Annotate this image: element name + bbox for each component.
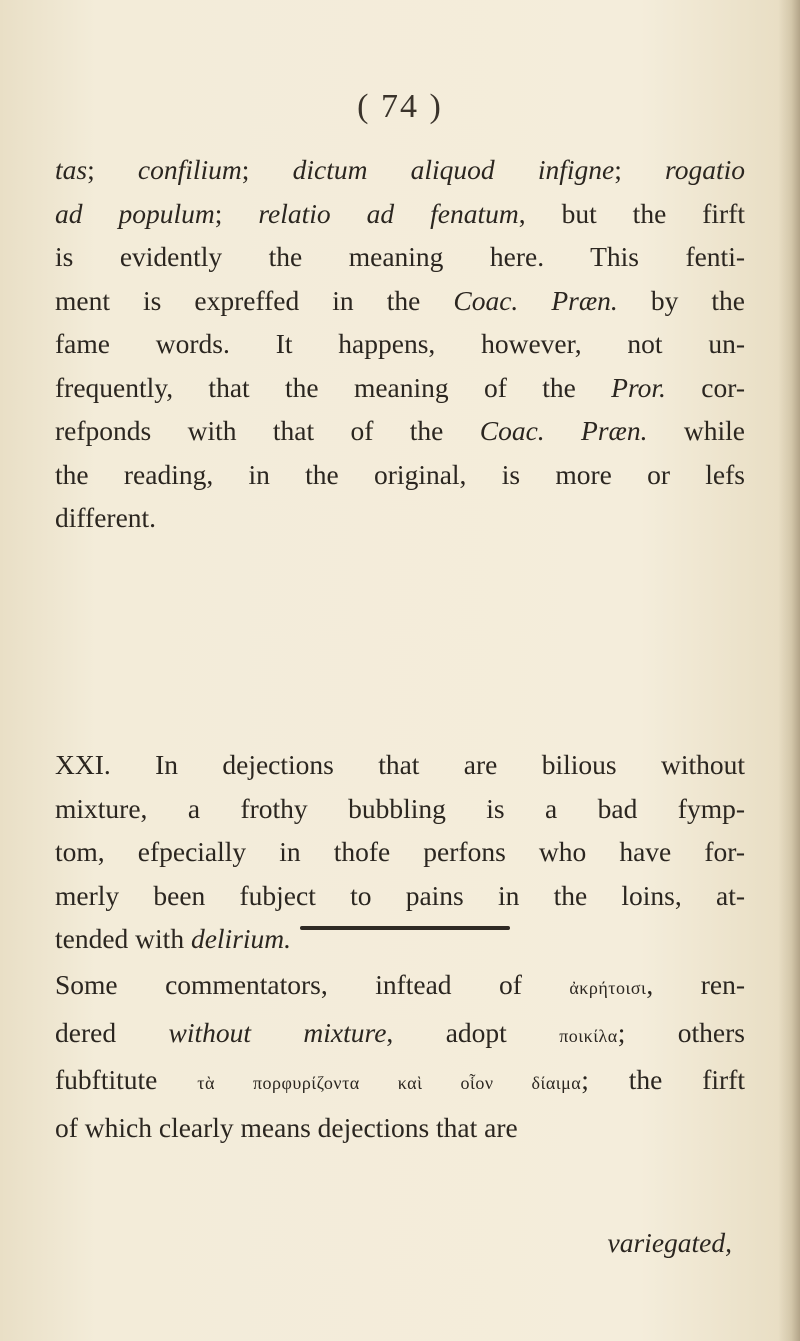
text-run: fame words. It happens, however, not un- <box>55 328 745 359</box>
text-line <box>55 963 745 1011</box>
text-line <box>55 148 745 192</box>
italic-text: dictum aliquod infigne <box>292 154 615 185</box>
text-run: , adopt <box>386 1016 560 1048</box>
italic-text: confilium <box>137 154 242 185</box>
text-line <box>55 235 745 279</box>
text-run: fubftitute <box>55 1064 198 1095</box>
catchword: variegated, <box>607 1227 732 1258</box>
text-run: merly been fubject to pains in the loins, at- <box>55 879 745 911</box>
text-run: by the <box>617 284 745 316</box>
text-run: different. <box>55 502 157 533</box>
text-line <box>55 279 745 323</box>
text-line <box>55 366 745 410</box>
paragraph-note <box>55 963 745 1149</box>
text-run: the reading, in the original, is more or lefs <box>55 458 745 490</box>
italic-text: delirium. <box>190 923 292 954</box>
italic-text: ad populum <box>55 197 215 229</box>
text-run: mixture, a frothy bubbling is a bad fymp- <box>55 792 745 824</box>
text-run: ; <box>241 154 293 185</box>
text-line <box>55 830 745 874</box>
italic-text: tas <box>55 154 88 185</box>
text-line <box>55 409 745 453</box>
text-run: is evidently the meaning here. This fenti- <box>55 241 745 272</box>
text-run: XXI. In dejections that are bilious without <box>55 749 745 780</box>
text-line <box>55 322 745 366</box>
italic-text: Pror. <box>611 371 666 403</box>
page-edge-shadow <box>778 0 800 1341</box>
text-run: ; <box>614 154 666 185</box>
text-run: tom, efpecially in thofe perfons who have for- <box>55 836 745 867</box>
text-line <box>55 787 745 831</box>
text-run: ; others <box>617 1016 745 1048</box>
text-line <box>55 453 745 497</box>
text-run: while <box>647 415 746 446</box>
greek-text: ἀκρήτοισι <box>569 978 647 998</box>
text-line <box>55 874 745 918</box>
text-line <box>55 743 745 787</box>
italic-text: relatio ad fenatum <box>258 197 519 229</box>
text-run: Some commentators, inftead of <box>55 969 570 1000</box>
text-run: ment is expreffed in the <box>55 284 454 316</box>
italic-text: Coac. Præn. <box>453 284 618 316</box>
text-run: , but the firft <box>518 197 746 229</box>
text-line <box>55 192 745 236</box>
italic-text: Coac. Præn. <box>479 415 648 446</box>
text-line <box>55 917 745 961</box>
greek-text: τὰ πορφυρίζοντα καὶ οἷον δίαιμα <box>197 1073 582 1093</box>
italic-text: rogatio <box>665 154 745 185</box>
text-run: dered <box>55 1016 169 1048</box>
page-number-header: ( 74 ) <box>357 88 443 125</box>
text-run: tended with <box>55 923 191 954</box>
text-line <box>55 1106 745 1150</box>
text-line <box>55 496 745 540</box>
text-run: , ren- <box>646 969 746 1000</box>
text-run: of which clearly means dejections that are <box>55 1111 518 1143</box>
text-run: cor- <box>665 371 745 403</box>
text-run: frequently, that the meaning of the <box>55 371 612 403</box>
text-run: refponds with that of the <box>55 415 480 446</box>
italic-text: without mixture <box>168 1016 387 1048</box>
text-run: ; <box>214 197 259 229</box>
text-run: ; <box>87 154 138 185</box>
text-line <box>55 1011 745 1059</box>
text-line <box>55 1058 745 1106</box>
paragraph-commentary <box>55 148 745 540</box>
section-divider-rule <box>300 926 510 930</box>
text-run: ; the firft <box>581 1064 745 1095</box>
greek-text: ποικίλα <box>559 1025 618 1046</box>
